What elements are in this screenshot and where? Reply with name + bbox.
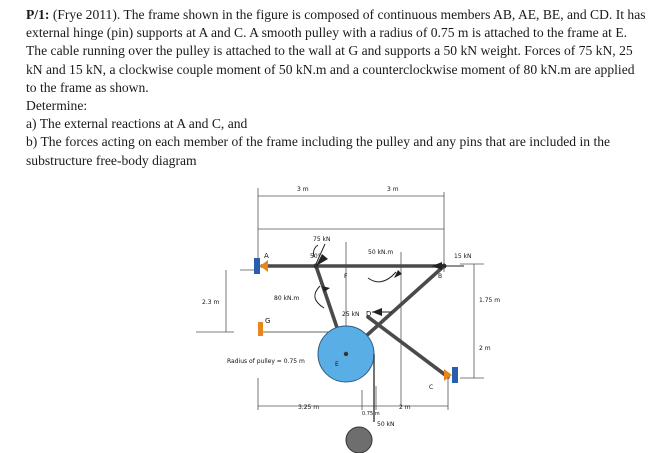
problem-statement: [26, 6, 648, 170]
label-a: A: [264, 252, 269, 260]
label-f: F: [344, 273, 348, 280]
moment-50-arrow: [368, 272, 396, 282]
dim-bottom-small: 0.75 m: [362, 411, 380, 417]
label-c: C: [429, 384, 434, 391]
part-a: a) The external reactions at A and C, and: [26, 116, 248, 132]
determine-label: Determine:: [26, 98, 88, 114]
dim-top-left: 3 m: [297, 186, 309, 193]
dim-bottom-left: 3.25 m: [298, 404, 320, 411]
force-25-label: 25 kN: [342, 311, 360, 318]
weight-label: 50 kN: [377, 421, 395, 428]
moment-80-label: 80 kN.m: [274, 295, 300, 302]
pulley-radius-label: Radius of pulley = 0.75 m: [227, 358, 305, 365]
problem-intro-text: (Frye 2011). The frame shown in the figure is composed of continuous members AB, AE, BE, and CD. It has external hinge (pin) supports at A and C. A smooth pulley with a radius of 0.75 m is attached to the frame at E. The cable running over the pulley is attached to the wall at G and supports a 50 kN weight. Forces of 75 kN, 25 kN and 15 kN, a clockwise couple moment of 50 kN.m and a counterclockwise moment of 80 kN.m are applied to the frame as shown.: [26, 7, 646, 95]
label-d: D: [366, 310, 372, 318]
moment-50-label: 50 kN.m: [368, 249, 394, 256]
support-c: [444, 367, 458, 383]
support-a: [254, 258, 268, 274]
weight: [346, 427, 372, 453]
dim-top-right: 3 m: [387, 186, 399, 193]
dim-right-lower: 2 m: [479, 345, 491, 352]
problem-number: P/1:: [26, 7, 50, 22]
dim-bottom-right: 2 m: [399, 404, 411, 411]
force-75-label: 75 kN: [313, 236, 331, 243]
frame-figure: [196, 182, 516, 453]
dim-left: 2.3 m: [202, 299, 220, 306]
support-g: [258, 322, 263, 336]
label-b: B: [438, 273, 443, 280]
part-b: b) The forces acting on each member of the frame including the pulley and any pins that are included in the substructure free-body diagram: [26, 134, 611, 168]
force-15-label: 15 kN: [454, 253, 472, 260]
problem-intro: [26, 6, 648, 97]
label-g: G: [265, 317, 271, 325]
angle-50-label: 50°: [310, 253, 321, 260]
label-e: E: [335, 361, 339, 368]
dim-right-upper: 1.75 m: [479, 297, 501, 304]
member-cd: [368, 317, 448, 377]
